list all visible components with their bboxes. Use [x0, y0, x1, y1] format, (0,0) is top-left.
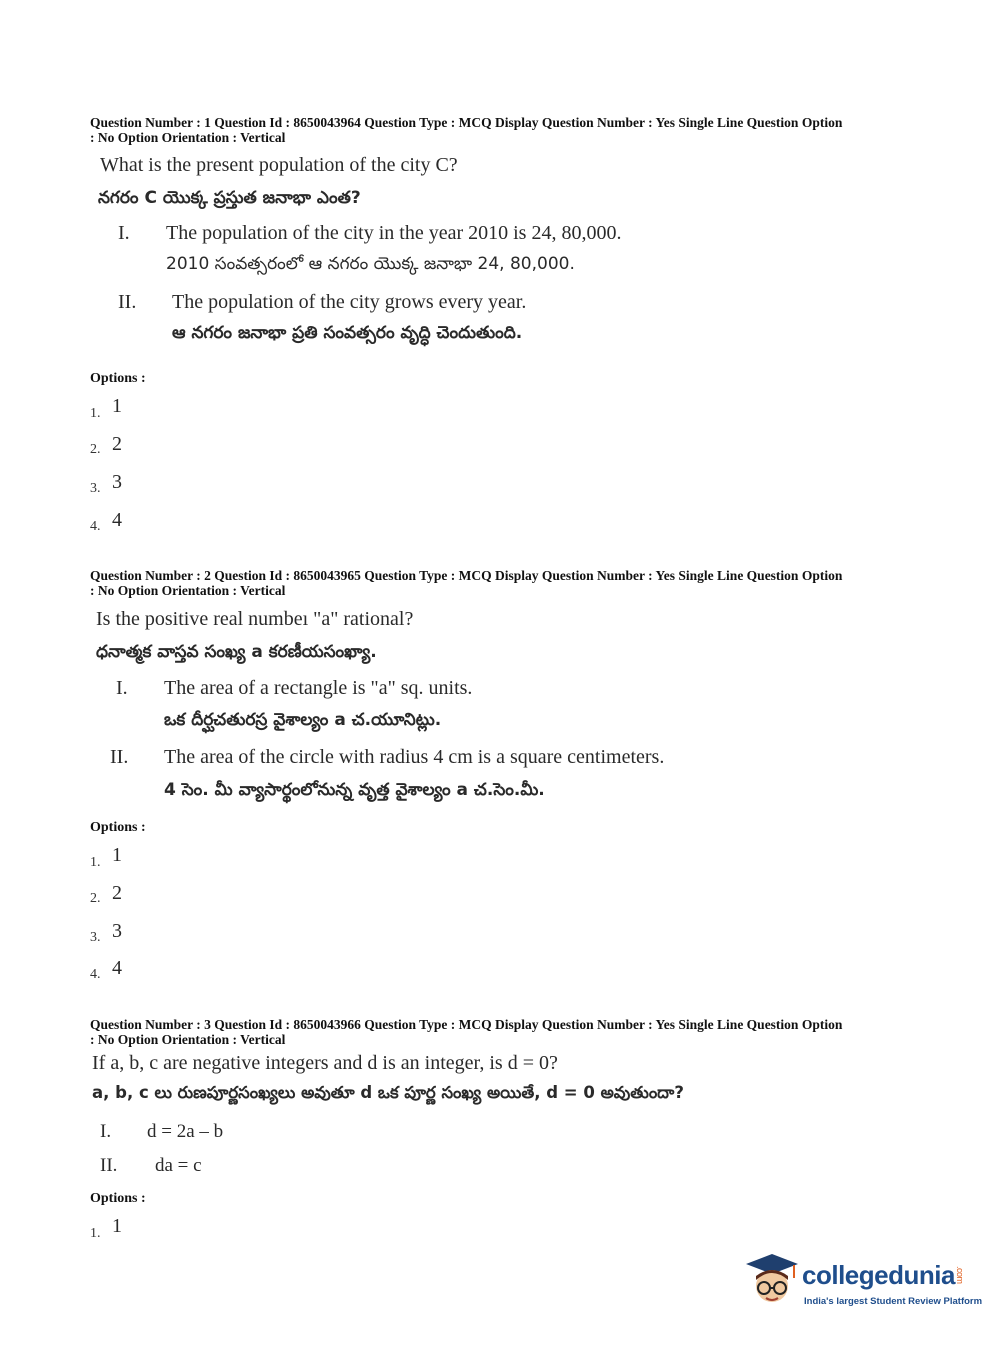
question-2-option-4-value[interactable]: 4 [112, 957, 122, 979]
question-1-meta [90, 115, 920, 145]
question-1-statement-1-te: 2010 సంవత్సరంలో ఆ నగరం యొక్క జనాభా 24, 80,000. [166, 254, 575, 274]
question-3-meta-line1: Question Number : 3 Question Id : 8650043966 Question Type : MCQ Display Question Number : Yes Single Line Question Option [90, 1017, 843, 1032]
question-1-text-te: నగరం C యొక్క ప్రస్తుత జనాభా ఎంత? [98, 188, 361, 208]
question-2-text-te: ధనాత్మక వాస్తవ సంఖ్య a కరణీయసంఖ్యా. [96, 642, 377, 662]
question-1-option-4-num: 4. [90, 519, 101, 534]
question-2-option-1-value[interactable]: 1 [112, 844, 122, 866]
question-2-options-label: Options : [90, 820, 146, 835]
question-1-statement-1-en: The population of the city in the year 2010 is 24, 80,000. [166, 222, 622, 244]
brand-suffix: .com [954, 1266, 965, 1284]
question-3-statement-1-en: d = 2a – b [147, 1121, 224, 1142]
question-3-statement-2-numeral: II. [100, 1155, 118, 1176]
question-1-statement-2-te: ఆ నగరం జనాభా ప్రతి సంవత్సరం వృద్ధి చెందుతుంది. [172, 323, 523, 343]
question-1-option-1-value[interactable]: 1 [112, 395, 122, 417]
question-3-options-label: Options : [90, 1191, 146, 1206]
brand-name [802, 1260, 965, 1291]
question-3-option-1-value[interactable]: 1 [112, 1215, 122, 1237]
question-3-text-en: If a, b, c are negative integers and d is an integer, is d = 0? [92, 1052, 558, 1074]
question-2-statement-1-numeral: I. [116, 677, 128, 699]
question-1-options-label: Options : [90, 371, 146, 386]
question-1-statement-1-numeral: I. [118, 222, 130, 244]
question-1-option-3-num: 3. [90, 481, 101, 496]
question-2-meta-line2: : No Option Orientation : Vertical [90, 583, 286, 598]
question-2-statement-2-numeral: II. [110, 746, 129, 768]
question-3-meta-line2: : No Option Orientation : Vertical [90, 1032, 286, 1047]
question-2-statement-1-en: The area of a rectangle is "a" sq. units. [164, 677, 473, 699]
question-3-statement-1-numeral: I. [100, 1121, 112, 1142]
question-2-option-3-num: 3. [90, 930, 101, 945]
question-2-statement-2-en: The area of the circle with radius 4 cm is a square centimeters. [164, 746, 665, 768]
question-2-statement-2-te: 4 సెం. మీ వ్యాసార్థంలోనున్న వృత్త వైశాల్యం a చ.సెం.మీ. [164, 780, 545, 800]
question-2-option-2-num: 2. [90, 891, 101, 906]
brand-text: collegedunia [802, 1260, 955, 1290]
question-2-statement-1-te: ఒక దీర్ఘచతురస్ర వైశాల్యం a చ.యూనిట్లు. [164, 710, 442, 730]
question-2-option-4-num: 4. [90, 967, 101, 982]
question-2-text-en: Is the positive real numbeı "a" rational? [96, 608, 414, 630]
question-2-option-2-value[interactable]: 2 [112, 882, 122, 904]
question-1-statement-2-numeral: II. [118, 291, 137, 313]
question-1-option-4-value[interactable]: 4 [112, 509, 122, 531]
question-1-text-en: What is the present population of the city C? [100, 154, 458, 176]
mascot-graduate-icon [742, 1250, 802, 1312]
question-2-meta-line1: Question Number : 2 Question Id : 8650043965 Question Type : MCQ Display Question Number : Yes Single Line Question Option [90, 568, 843, 583]
question-3-statement-2-en: da = c [155, 1155, 202, 1176]
question-1-option-2-num: 2. [90, 442, 101, 457]
question-2-option-1-num: 1. [90, 855, 101, 870]
question-3-text-te: a, b, c లు రుణపూర్ణసంఖ్యలు అవుతూ d ఒక పూర్ణ సంఖ్య అయితే, d = 0 అవుతుందా? [92, 1083, 684, 1102]
question-1-meta-line2: : No Option Orientation : Vertical [90, 130, 286, 145]
question-1-option-3-value[interactable]: 3 [112, 471, 122, 493]
question-1-statement-2-en: The population of the city grows every year. [172, 291, 527, 313]
question-3-option-1-num: 1. [90, 1226, 101, 1241]
question-2-option-3-value[interactable]: 3 [112, 920, 122, 942]
question-1-option-1-num: 1. [90, 406, 101, 421]
question-1-meta-line1: Question Number : 1 Question Id : 8650043964 Question Type : MCQ Display Question Number : Yes Single Line Question Option [90, 115, 843, 130]
question-3-meta [90, 1017, 920, 1047]
collegedunia-logo[interactable] [742, 1250, 983, 1312]
question-2-meta [90, 568, 920, 598]
brand-tagline: India's largest Student Review Platform [804, 1296, 983, 1307]
question-1-option-2-value[interactable]: 2 [112, 433, 122, 455]
